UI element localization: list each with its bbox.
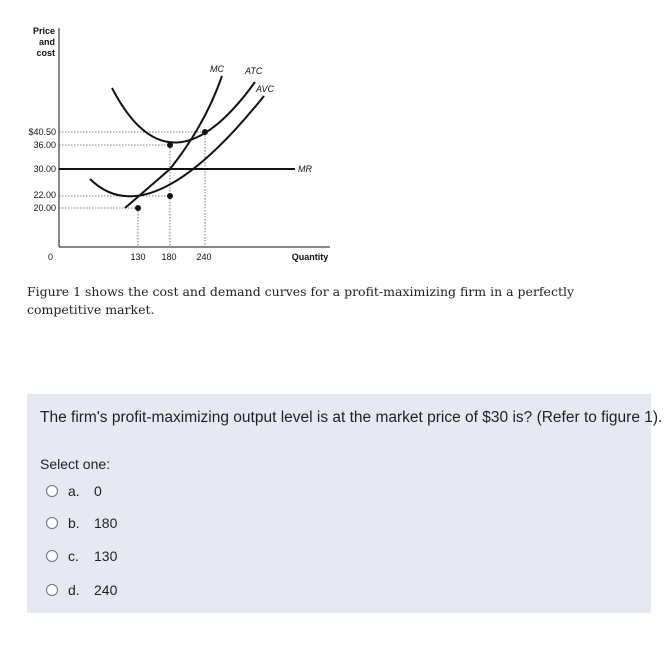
mr-label: MR [298,164,312,174]
avc-label: AVC [256,84,275,94]
option-c[interactable] [46,545,117,567]
radio-button[interactable] [46,485,58,497]
y-tick-0: 0 [47,252,53,262]
y-tick-40-50: $40.50 [28,127,56,137]
option-a[interactable] [46,480,102,502]
x-axis-label: Quantity [291,252,329,262]
option-b[interactable] [46,512,117,534]
y-tick-22: 22.00 [33,190,56,200]
atc-curve [112,82,255,143]
option-letter: c. [68,548,79,564]
atc-label: ATC [245,66,263,76]
cost-curves-figure [0,0,670,280]
mc-atc-point-240 [202,129,208,135]
option-value: 130 [94,548,118,564]
option-value: 240 [94,582,118,598]
y-tick-36: 36.00 [33,140,56,150]
option-letter: a. [68,483,80,499]
radio-button[interactable] [46,584,58,596]
x-tick-130: 130 [130,252,146,262]
x-tick-240: 240 [196,252,212,262]
avc-point-180 [167,193,173,199]
avc-curve [90,96,264,196]
atc-min-point [167,142,173,148]
y-tick-20: 20.00 [33,203,56,213]
option-letter: d. [68,582,80,598]
figure-caption: Figure 1 shows the cost and demand curves for a profit-maximizing firm in a perfectly competitive market. [27,284,575,317]
mc-label: MC [210,64,224,74]
x-tick-180: 180 [161,252,177,262]
y-axis-label-2: and [38,37,55,47]
select-one-prompt: Select one: [40,456,111,472]
avc-min-point [135,205,141,211]
option-d[interactable] [46,579,117,601]
option-value: 0 [94,483,102,499]
guide-lines [59,132,205,247]
option-letter: b. [68,515,80,531]
y-axis-label-3: cost [36,48,55,58]
y-tick-30: 30.00 [33,164,56,174]
radio-button[interactable] [46,517,58,529]
y-axis-label-1: Price [32,26,55,36]
radio-button[interactable] [46,550,58,562]
question-panel [27,394,663,613]
option-value: 180 [94,515,118,531]
question-text: The firm's profit-maximizing output level is at the market price of $30 is? (Refer to figure 1). [40,409,663,426]
